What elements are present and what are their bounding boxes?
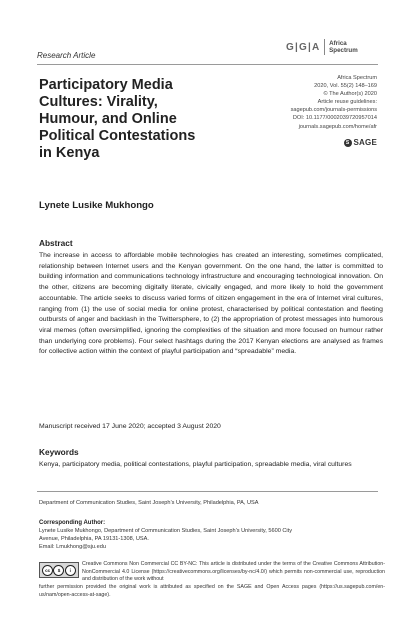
cc-icon: cc <box>42 565 53 576</box>
journal-name-line-1: Africa <box>329 40 347 47</box>
journal-name <box>329 40 358 54</box>
title-line: Participatory Media <box>39 77 173 93</box>
cc-license-badge <box>39 562 79 578</box>
noncommercial-icon: $ <box>53 565 64 576</box>
giga-logo-mark: G|G|A <box>286 41 321 53</box>
meta-reuse-label: Article reuse guidelines: <box>317 99 377 106</box>
attribution-icon: i <box>65 565 76 576</box>
corresponding-author-details <box>39 528 383 552</box>
meta-volume: 2020, Vol. 55(2) 148–169 <box>314 83 377 90</box>
corresponding-author-heading: Corresponding Author: <box>39 520 106 526</box>
keywords-text: Kenya, participatory media, political contestations, playful participation, spreadable media, viral cultures <box>39 461 352 468</box>
article-title <box>39 77 239 162</box>
meta-permissions-link[interactable]: sagepub.com/journals-permissions <box>290 107 377 114</box>
journal-logo <box>286 39 358 55</box>
license-text-continued: further permission provided the original work is attributed as specified on the SAGE and Open Access pages (https://us.sagepub.com/en-us/nam/open-access-at-sage). <box>39 584 385 598</box>
article-metadata <box>237 74 377 131</box>
section-label: Research Article <box>37 51 96 60</box>
title-line: in Kenya <box>39 145 100 161</box>
journal-name-line-2: Spectrum <box>329 47 358 54</box>
title-line: Humour, and Online <box>39 111 177 127</box>
author-affiliation: Department of Communication Studies, Saint Joseph’s University, Philadelphia, PA, USA <box>39 500 259 506</box>
corr-line: Avenue, Philadelphia, PA 19131-1308, USA. <box>39 535 149 542</box>
meta-journal: Africa Spectrum <box>337 75 377 81</box>
logo-separator <box>324 39 325 55</box>
author-name: Lynete Lusike Mukhongo <box>39 200 154 211</box>
publisher-name: SAGE <box>353 138 377 147</box>
header-divider <box>37 64 378 65</box>
abstract-text: The increase in access to affordable mobile technologies has created an interesting, sometimes complicated, relationship between Internet users and the Kenyan government. On the one hand, the latter is committed to building information and communications technology infrastructure and encouraging technological innovation. On the other, citizens are becoming digitally literate, civically engaged, and more likely to hold the government accountable. The article seeks to discuss varied forms of citizen engagement in the era of Internet viral cultures, ranging from (1) the use of social media for online protest, characterised by political contestation and fleeting outbursts of anger and backlash in the Twittersphere, to (2) the appropriation of protest messages into humorous viral memes (often oversimplified, ignoring the complexities of the situation and more focused on humour rather than underlying core problems). Four select hashtags during the 2017 Kenyan elections are analysed as frames for collective action within the context of playful participation and “spreadable” media. <box>39 252 383 356</box>
keywords-heading: Keywords <box>39 447 79 457</box>
footer-divider <box>37 491 378 492</box>
manuscript-dates: Manuscript received 17 June 2020; accepted 3 August 2020 <box>39 423 221 430</box>
sage-emblem-icon: S <box>344 139 352 147</box>
sage-logo <box>344 138 377 147</box>
title-line: Political Contestations <box>39 128 196 144</box>
corr-line: Lynete Lusike Mukhongo, Department of Communication Studies, Saint Joseph’s University, 5600 City <box>39 528 292 534</box>
meta-doi[interactable]: DOI: 10.1177/0002039720957014 <box>292 115 377 122</box>
corr-email[interactable]: Email: Lmukhong@sju.edu <box>39 543 106 550</box>
license-text: Creative Commons Non Commercial CC BY-NC: This article is distributed under the terms of the Creative Commons Attribution-NonCommercial 4.0 License (https://creativecommons.org/licenses/by-nc/4.0/) which permits non-commercial use, reproduction and distribution of the work without <box>82 561 385 583</box>
meta-copyright: © The Author(s) 2020 <box>323 91 377 98</box>
meta-journal-home-link[interactable]: journals.sagepub.com/home/afr <box>298 123 377 130</box>
title-line: Cultures: Virality, <box>39 94 158 110</box>
abstract-heading: Abstract <box>39 238 73 248</box>
